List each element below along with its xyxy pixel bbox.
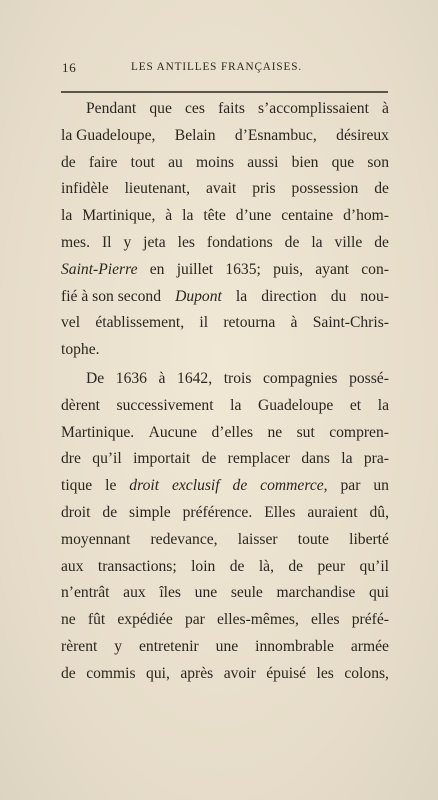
text-line: dre qu’il importait de remplacer dans la pra- — [61, 450, 389, 468]
running-title: LES ANTILLES FRANÇAISES. — [131, 61, 303, 73]
text-line: tique le droit exclusif de commerce, par un — [61, 477, 389, 495]
page-header — [62, 60, 392, 80]
text-line: moyennant redevance, laisser toute liberté — [61, 530, 389, 548]
text-line: aux transactions; loin de là, de peur qu’il — [61, 557, 389, 575]
text-line: Pendant que ces faits s’accomplissaient à — [86, 100, 389, 117]
text-line: n’entrât aux îles une seule marchandise qui — [61, 584, 389, 602]
page-number: 16 — [62, 60, 77, 75]
text-line: Saint-Pierre en juillet 1635; puis, ayant con- — [61, 260, 389, 278]
text-line: de commis qui, après avoir épuisé les colons, — [61, 664, 389, 682]
text-line: infidèle lieutenant, avait pris possession de — [61, 180, 389, 198]
text-line: dèrent successivement la Guadeloupe et la — [61, 396, 389, 414]
body-text — [61, 96, 389, 688]
text-line: droit de simple préférence. Elles auraient dû, — [61, 503, 389, 521]
text-line: mes. Il y jeta les fondations de la ville de — [61, 233, 389, 251]
text-line: tophe. — [61, 341, 100, 359]
text-line: fié à son second Dupont la direction du nou- — [61, 287, 389, 305]
text-line: vel établissement, il retourna à Saint-Chris- — [61, 314, 389, 332]
text-line: Martinique. Aucune d’elles ne sut compren- — [61, 423, 389, 441]
text-line: ne fût expédiée par elles-mêmes, elles préfé- — [61, 611, 389, 629]
text-line: De 1636 à 1642, trois compagnies possé- — [86, 369, 389, 387]
text-line: de faire tout au moins aussi bien que son — [61, 153, 389, 171]
header-rule — [61, 91, 388, 93]
text-line: rèrent y entretenir une innombrable armée — [61, 637, 389, 655]
text-line: la Martinique, à la tête d’une centaine d’hom- — [61, 207, 389, 225]
text-line: la Guadeloupe, Belain d’Esnambuc, désireux — [61, 126, 389, 144]
